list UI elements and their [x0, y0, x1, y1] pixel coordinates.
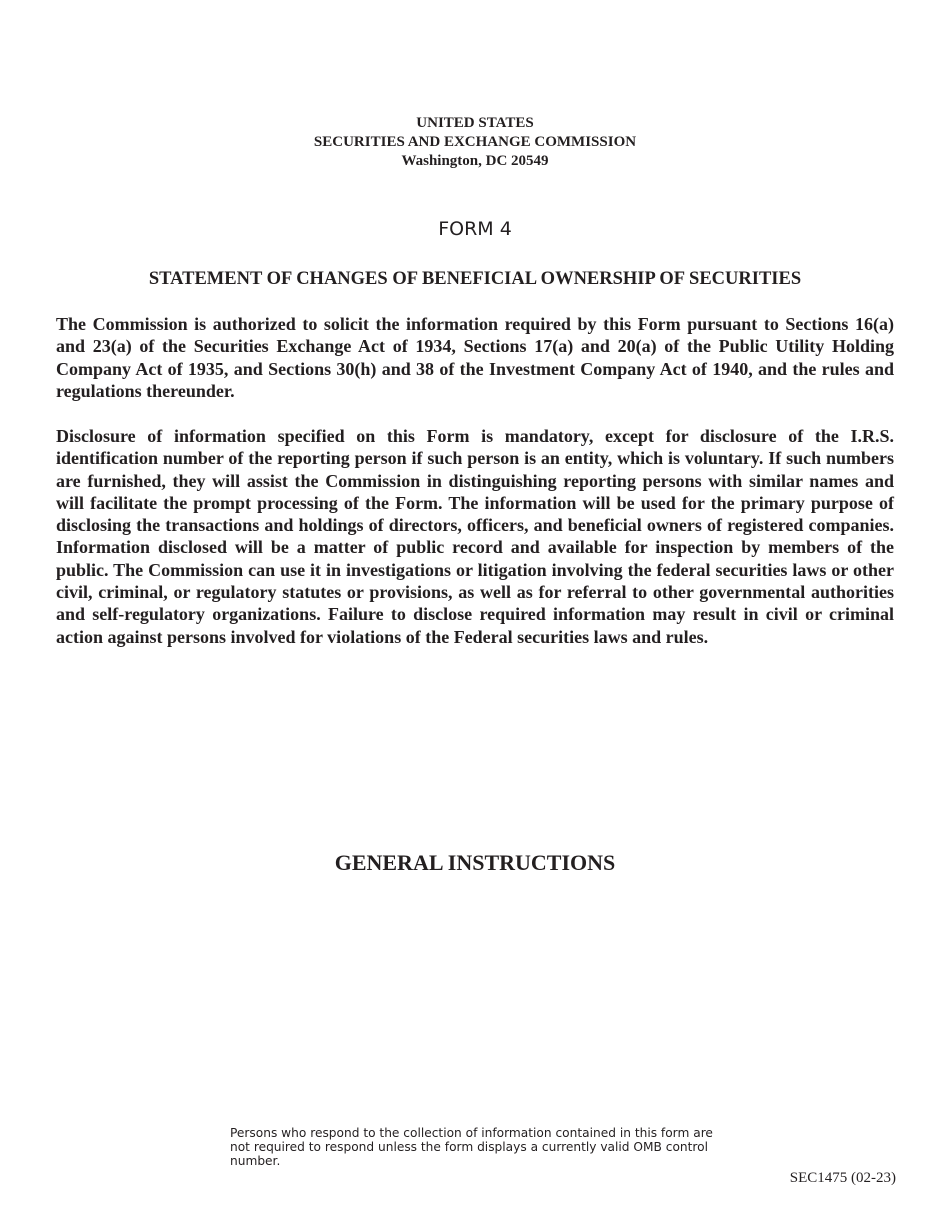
- authority-paragraph: The Commission is authorized to solicit the information required by this Form pursuant to Sections 16(a) and 23(a) of the Securities Exchange Act of 1934, Sections 17(a) and 20(a) of the Public Utility Holding Company Act of 1935, and Sections 30(h) and 38 of the Investment Company Act of 1940, and the rules and regulations thereunder.: [56, 314, 894, 401]
- header-country: UNITED STATES: [416, 115, 534, 131]
- agency-header: [0, 114, 950, 171]
- disclosure-paragraph: Disclosure of information specified on this Form is mandatory, except for disclosure of the I.R.S. identification number of the reporting person if such person is an entity, which is voluntary. If such numbers are furnished, they will assist the Commission in distinguishing reporting persons with similar names and will facilitate the prompt processing of the Form. The information will be used for the primary purpose of disclosing the transactions and holdings of directors, officers, and beneficial owners of registered companies. Information disclosed will be a matter of public record and available for inspection by members of the public. The Commission can use it in investigations or litigation involving the federal securities laws or other civil, criminal, or regulatory statutes or provisions, as well as for referral to other governmental authorities and self-regulatory organizations. Failure to disclose required information may result in civil or criminal action against persons involved for violations of the Federal securities laws and rules.: [56, 426, 894, 647]
- general-instructions-heading: GENERAL INSTRUCTIONS: [334, 850, 616, 875]
- statement-title: STATEMENT OF CHANGES OF BENEFICIAL OWNERSHIP OF SECURITIES: [148, 269, 802, 289]
- omb-notice: Persons who respond to the collection of information contained in this form are not required to respond unless the form displays a currently valid OMB control number.: [230, 1126, 713, 1168]
- header-address: Washington, DC 20549: [401, 153, 549, 169]
- form-code: SEC1475 (02-23): [789, 1170, 896, 1186]
- form-title: FORM 4: [438, 218, 512, 240]
- header-agency: SECURITIES AND EXCHANGE COMMISSION: [313, 134, 637, 150]
